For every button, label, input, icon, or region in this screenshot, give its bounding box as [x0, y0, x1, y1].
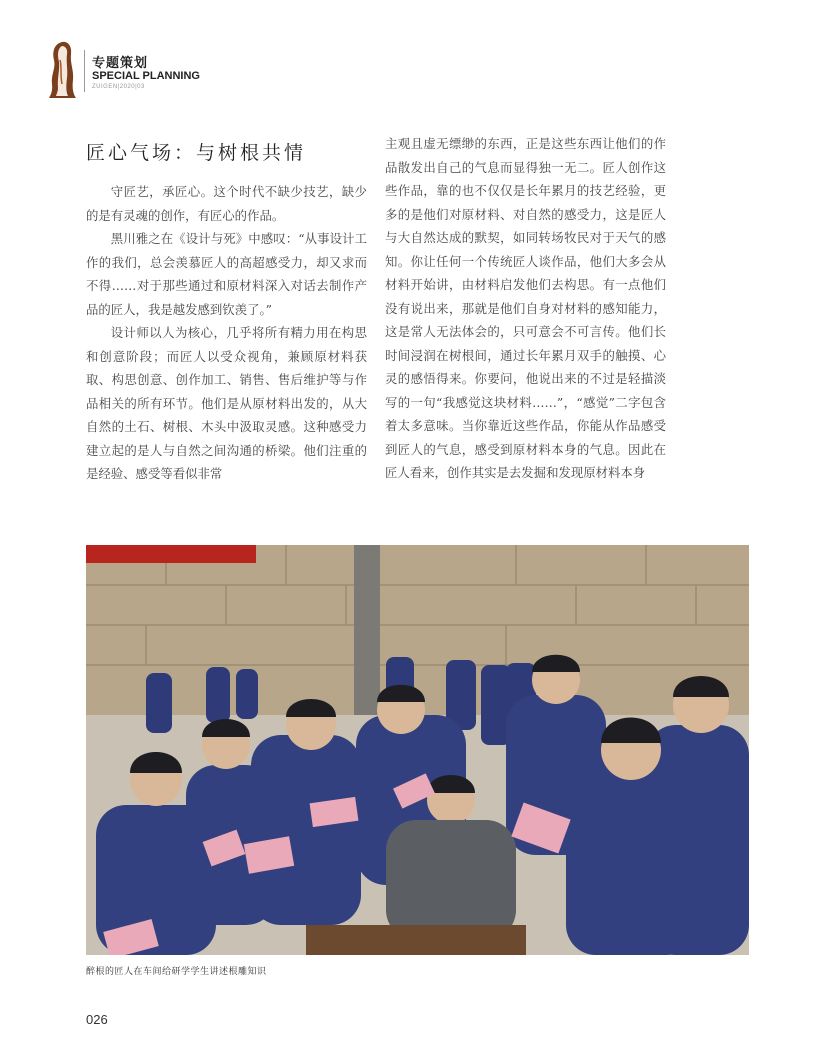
- article-column-right: [385, 132, 666, 485]
- issue-label: ZUIGEN|2020|03: [92, 84, 145, 90]
- article-column-left: [86, 180, 367, 486]
- paragraph: 主观且虚无缥缈的东西，正是这些东西让他们的作品散发出自己的气息而显得独一无二。匠人创作这些作品，靠的也不仅仅是长年累月的技艺经验，更多的是他们对原材料、对自然的感受力，这是匠人与大自然达成的默契，如同转场牧民对于天气的感知。你让任何一个传统匠人谈作品，他们大多会从材料开始讲，由材料启发他们去构思。有一点他们没有说出来，那就是他们自身对材料的感知能力，这是常人无法体会的，只可意会不可言传。他们长时间浸润在树根间，通过长年累月双手的触摸、心灵的感悟得来。你要问，他说出来的不过是轻描淡写的一句“我感觉这块材料……”，“感觉”二字包含着太多意味。当你靠近这些作品，你能从作品感受到匠人的气息，感受到原材料本身的气息。因此在匠人看来，创作其实是去发掘和发现原材料本身: [385, 136, 666, 480]
- article-title: 匠心气场：与树根共情: [86, 142, 307, 164]
- root-carving-logo: [46, 40, 80, 100]
- paragraph: 设计师以人为核心，几乎将所有精力用在构思和创意阶段；而匠人以受众视角，兼顾原材料获取、构思创意、创作加工、销售、售后维护等与作品相关的所有环节。他们是从原材料出发的，从大自然的土石、树根、木头中汲取灵感。这种感受力建立起的是人与自然之间沟通的桥梁。他们注重的是经验、感受等看似非常: [86, 325, 367, 481]
- section-title-cn: 专题策划: [92, 56, 149, 71]
- photo-caption: 醉根的匠人在车间给研学学生讲述根雕知识: [86, 967, 267, 977]
- workshop-photo-illustration: [86, 545, 749, 955]
- page-number: 026: [86, 1012, 108, 1027]
- paragraph: 守匠艺，承匠心。这个时代不缺少技艺，缺少的是有灵魂的创作，有匠心的作品。: [86, 184, 367, 223]
- section-title-en: SPECIAL PLANNING: [92, 70, 200, 82]
- header-divider: [84, 50, 85, 92]
- workshop-photo: [86, 545, 749, 955]
- paragraph: 黑川雅之在《设计与死》中感叹：“从事设计工作的我们，总会羡慕匠人的高超感受力，却又求而不得……对于那些通过和原材料深入对话去制作产品的匠人，我是越发感到钦羡了。”: [86, 231, 367, 317]
